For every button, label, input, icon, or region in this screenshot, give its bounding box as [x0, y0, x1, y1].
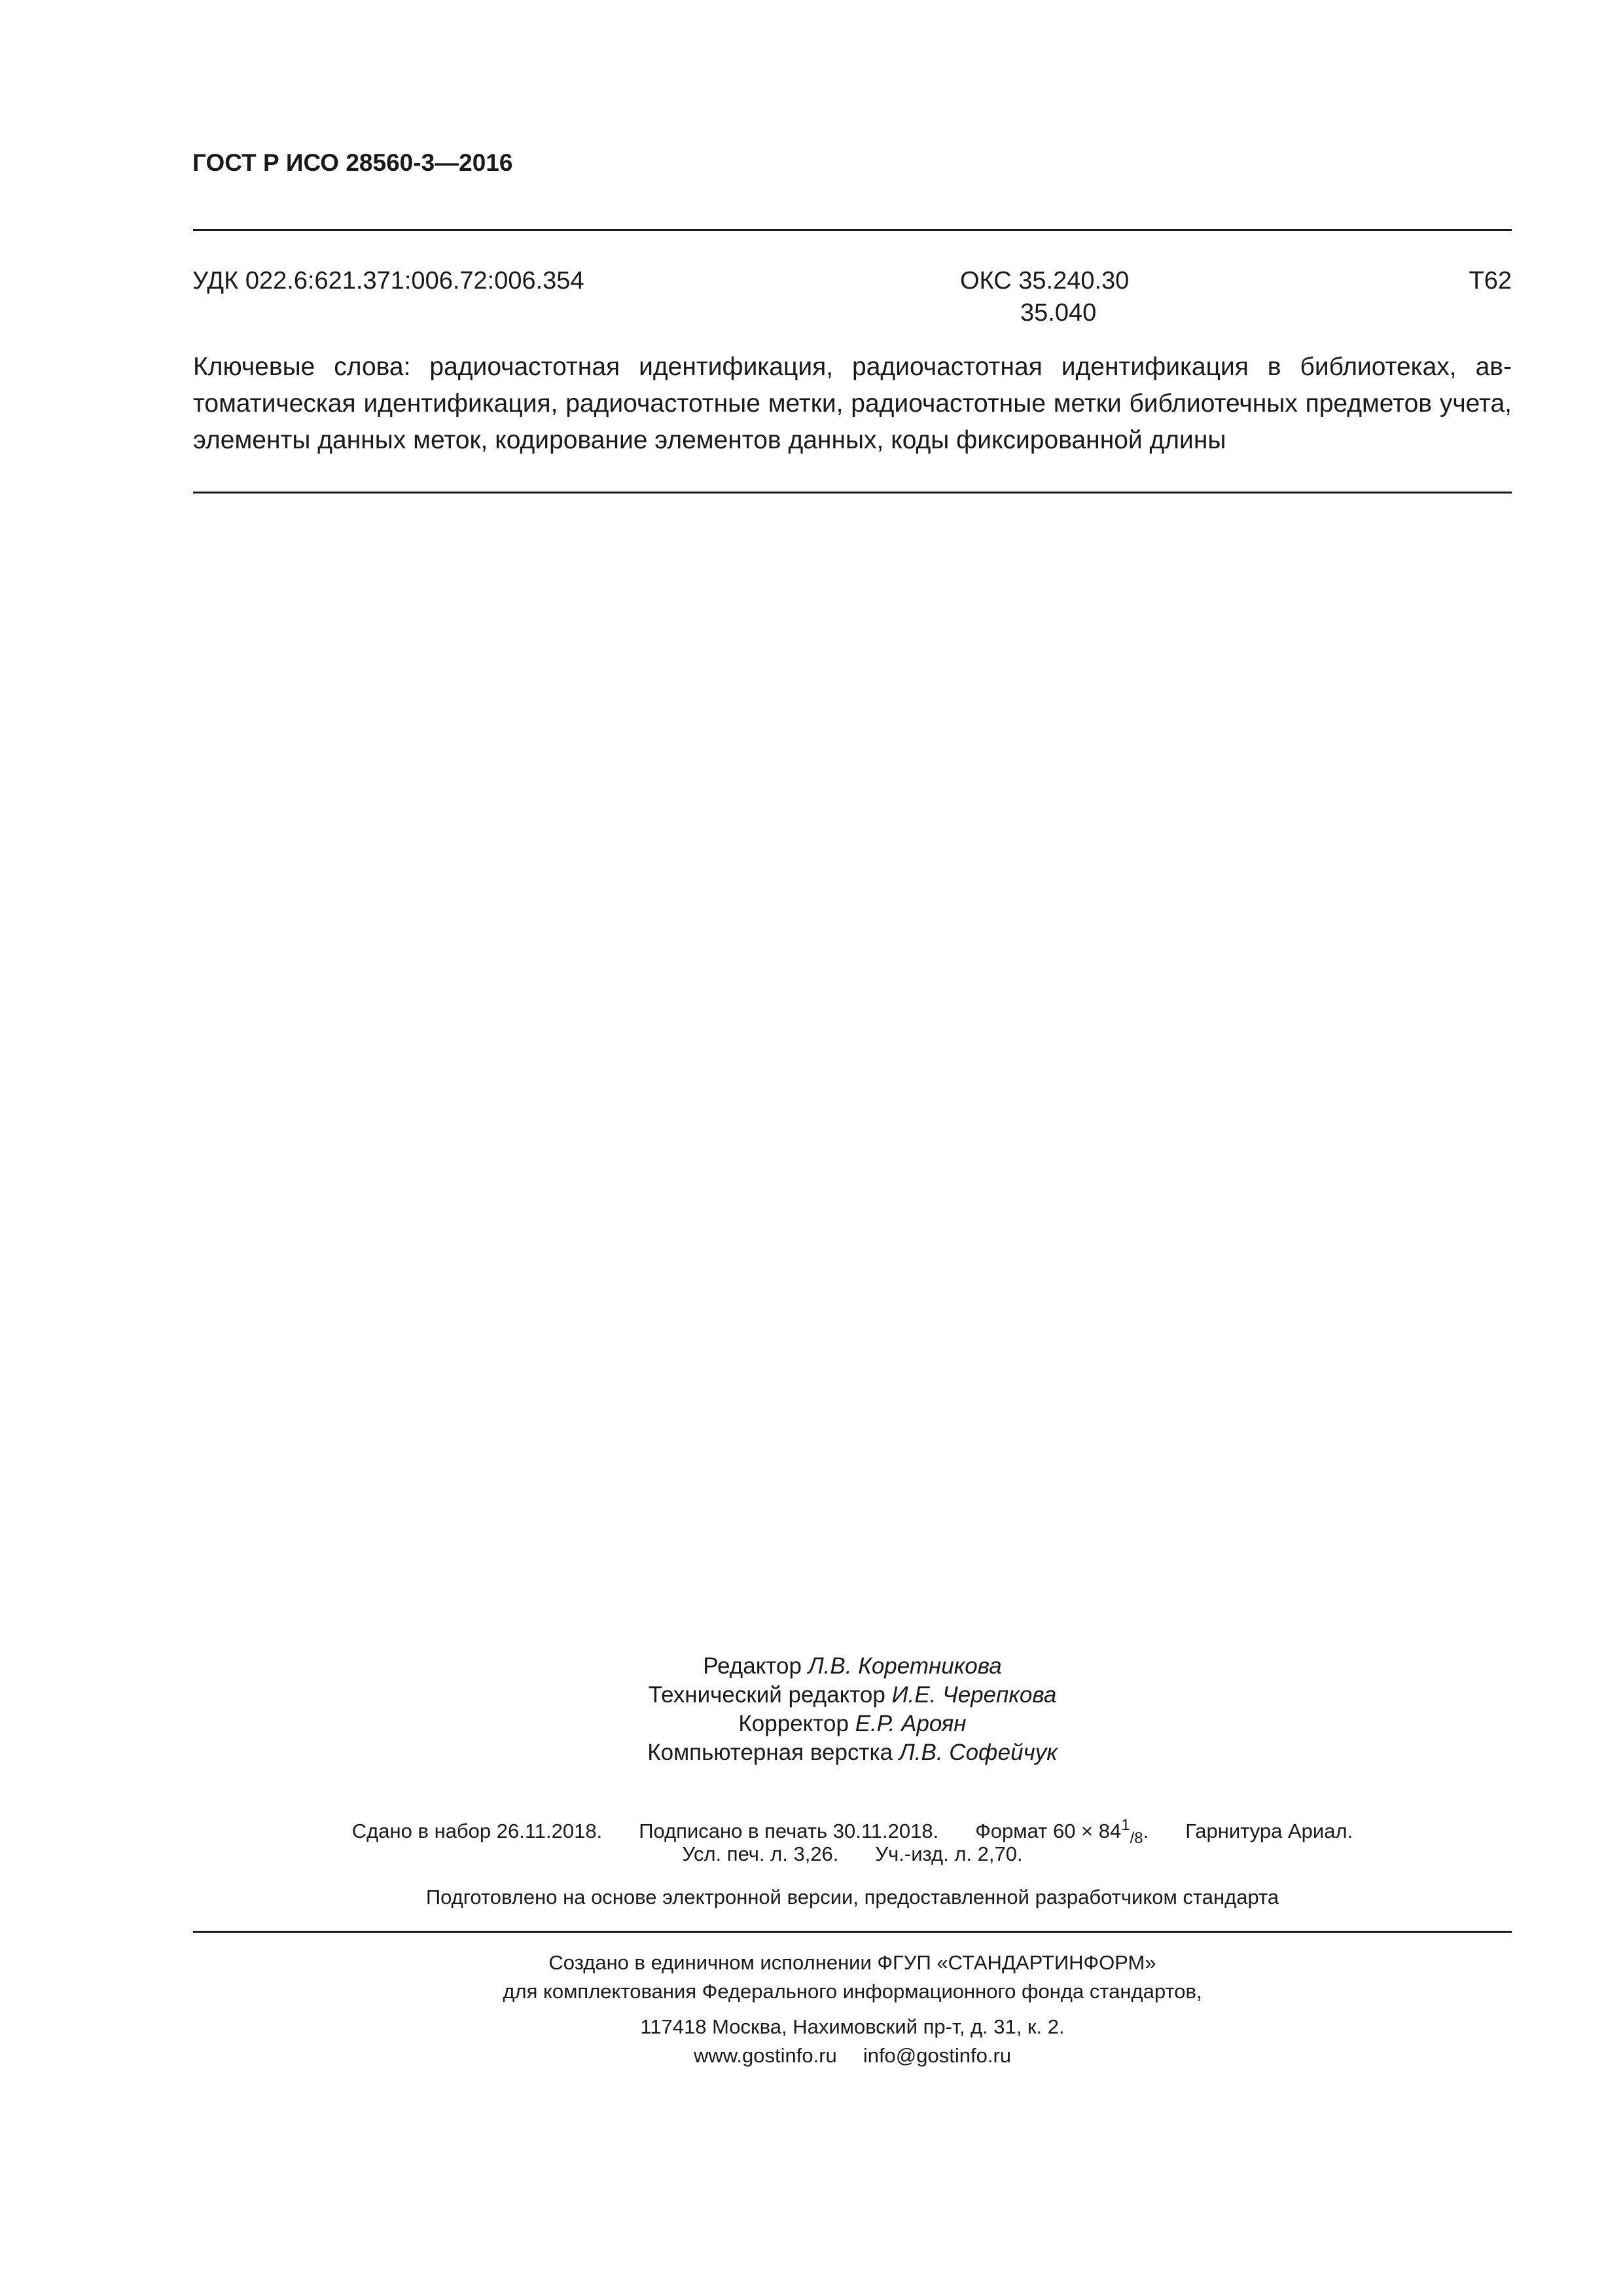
paper-format: Формат $60 \times 84^1_{/8}$.	[975, 1816, 1149, 1847]
website-link[interactable]: www.gostinfo.ru	[693, 2044, 837, 2067]
oks-code-primary: ОКС 35.240.30	[960, 267, 1130, 295]
layout-line	[193, 1738, 1512, 1767]
oks-code-secondary: 35.040	[1020, 299, 1097, 327]
typeface: Гарнитура Ариал.	[1185, 1820, 1353, 1842]
tech-editor-role: Технический редактор	[648, 1682, 885, 1708]
prepared-note: Подготовлено на основе электронной версии, предоставленной разработчиком стандарта	[425, 1886, 1279, 1909]
keywords-paragraph: Ключевые слова: радиочастотная идентификация, радиочастотная идентификация в библиотеках, автоматическая идентификация, радиочастотные метки, радиочастотные метки библиотечных предметов учета, элементы данных меток, кодирование элементов данных, коды фиксированной длины	[193, 353, 1512, 454]
publisher-contacts	[193, 2041, 1512, 2070]
signed-date: Подписано в печать 30.11.2018.	[639, 1820, 939, 1842]
email-link[interactable]: info@gostinfo.ru	[863, 2044, 1012, 2067]
editor-name: Л.В. Коретникова	[808, 1653, 1002, 1679]
print-sheets: Усл. печ. л. 3,26.	[682, 1842, 839, 1865]
imprint-divider	[193, 1931, 1512, 1933]
top-divider	[193, 229, 1512, 231]
editor-line	[193, 1652, 1512, 1681]
proofreader-role: Корректор	[738, 1711, 849, 1736]
credits-block	[193, 1652, 1512, 1767]
layout-name: Л.В. Софейчук	[899, 1740, 1058, 1765]
tech-editor-name: И.Е. Черепкова	[891, 1682, 1057, 1708]
proofreader-line	[193, 1710, 1512, 1738]
document-title: ГОСТ Р ИСО 28560-3—2016	[192, 149, 513, 176]
publisher-line-2: для комплектования Федерального информационного фонда стандартов,	[503, 1980, 1202, 2003]
publisher-address: 117418 Москва, Нахимовский пр-т, д. 31, к. 2.	[640, 2015, 1065, 2038]
publisher-line-1: Создано в единичном исполнении ФГУП «СТАНДАРТИНФОРМ»	[548, 1951, 1156, 1974]
tech-editor-line	[193, 1681, 1512, 1710]
publisher-sheets: Уч.-изд. л. 2,70.	[875, 1842, 1023, 1865]
layout-role: Компьютерная верстка	[647, 1740, 893, 1765]
submitted-date: Сдано в набор 26.11.2018.	[351, 1820, 603, 1842]
proofreader-name: Е.Р. Ароян	[855, 1711, 967, 1736]
editor-role: Редактор	[703, 1653, 802, 1679]
udk-code: УДК 022.6:621.371:006.72:006.354	[192, 267, 584, 295]
keywords-divider	[193, 492, 1512, 493]
group-code: Т62	[1469, 267, 1512, 295]
imprint-line-2	[193, 1840, 1512, 1869]
